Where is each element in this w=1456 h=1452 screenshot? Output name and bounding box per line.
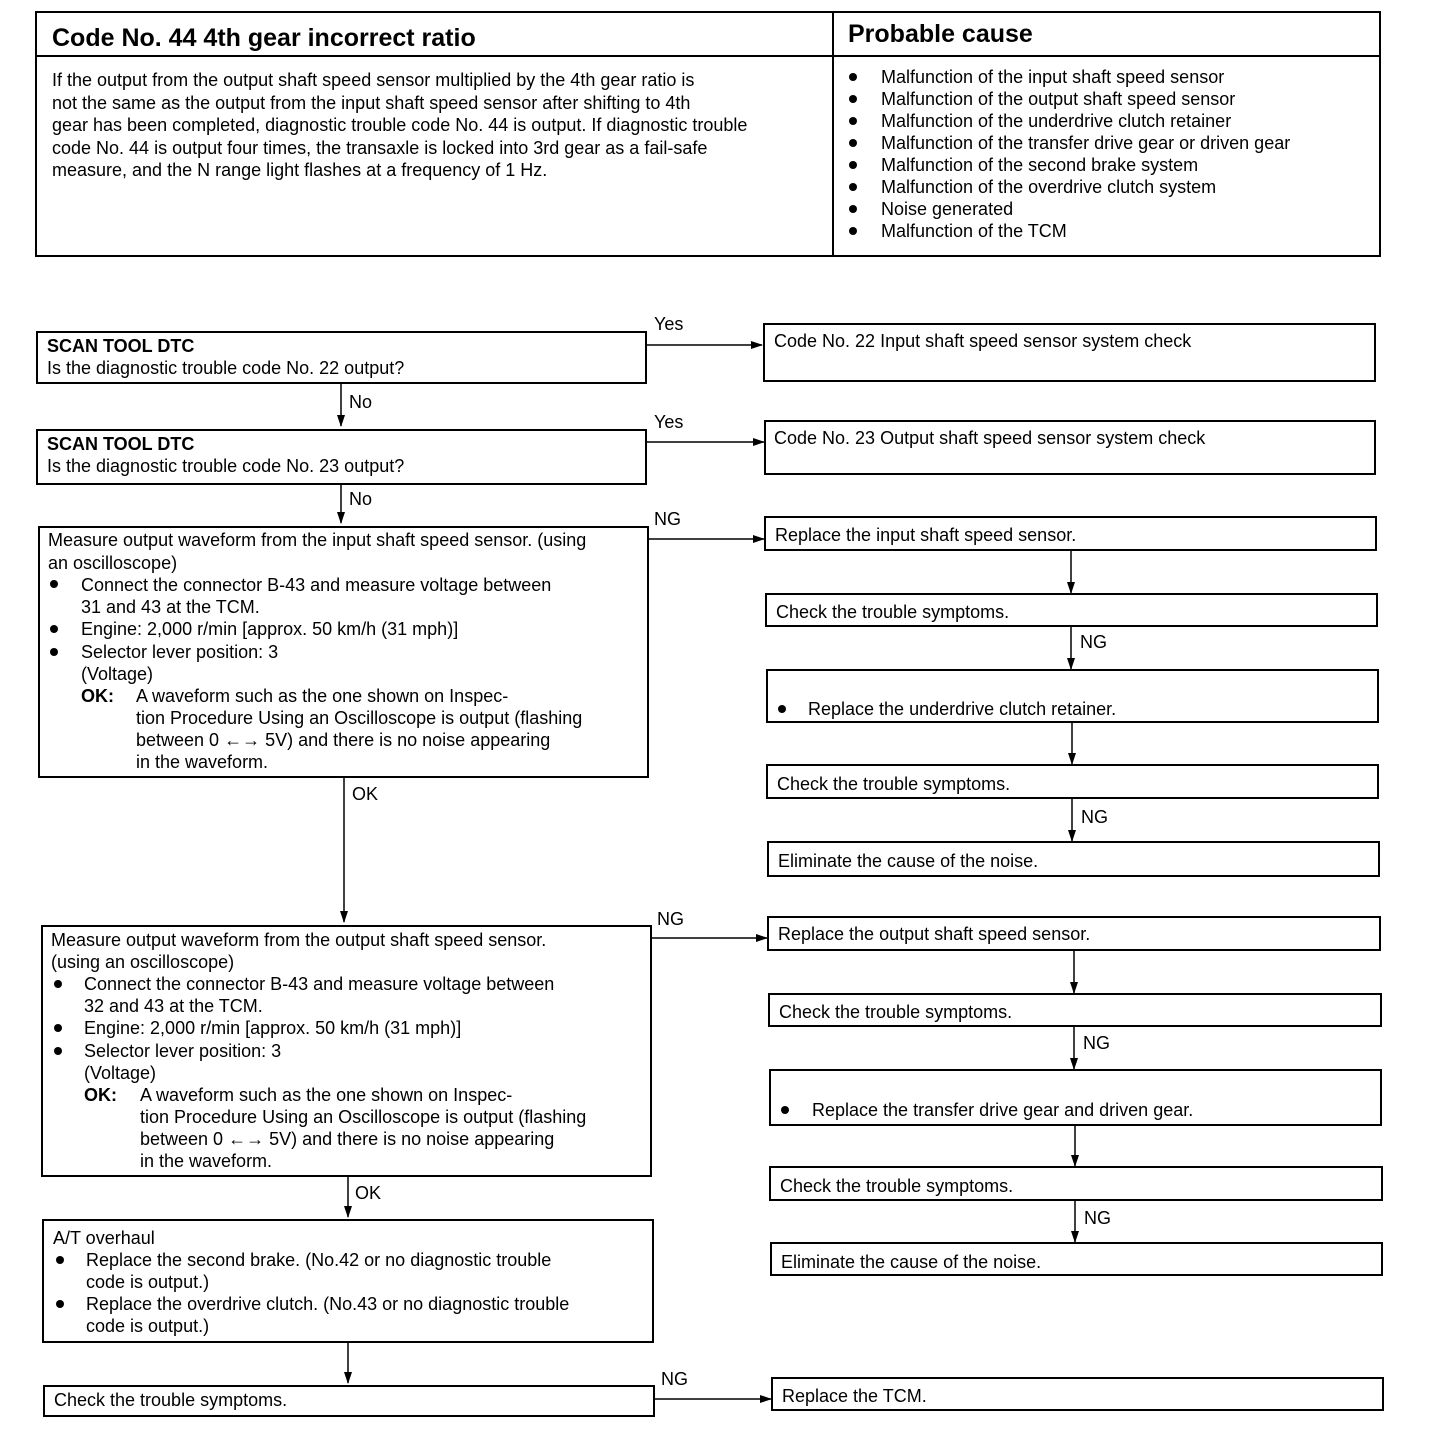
replace-tcm-text: Replace the TCM.: [782, 1386, 927, 1406]
output-measure-ok4: in the waveform.: [140, 1151, 273, 1171]
input-measure-ok-label: OK:: [81, 686, 114, 706]
description-line: measure, and the N range light flashes at a frequency of 1 Hz.: [52, 160, 548, 180]
label-no: No: [349, 489, 373, 509]
description-line: gear has been completed, diagnostic trouble code No. 44 is output. If diagnostic trouble: [52, 115, 748, 135]
code-title: Code No. 44 4th gear incorrect ratio: [52, 24, 476, 52]
label-yes: Yes: [654, 412, 684, 432]
description-line: If the output from the output shaft speed sensor multiplied by the 4th gear ratio is: [52, 70, 695, 90]
output-measure-line2: (using an oscilloscope): [51, 952, 235, 972]
label-ng: NG: [1081, 807, 1108, 827]
description-line: not the same as the output from the input shaft speed sensor after shifting to 4th: [52, 92, 691, 113]
output-measure-ok1: A waveform such as the one shown on Inspec-: [140, 1085, 513, 1105]
overhaul-title: A/T overhaul: [53, 1228, 155, 1248]
dtc23-question: Is the diagnostic trouble code No. 23 output?: [47, 456, 405, 476]
bullet-icon: [54, 980, 62, 988]
output-measure-line1: Measure output waveform from the output shaft speed sensor.: [51, 930, 547, 950]
output-measure-voltage: (Voltage): [84, 1063, 157, 1083]
bullet-icon: [54, 1047, 62, 1055]
bullet-icon: [781, 1106, 789, 1114]
replace-transfer-gear-text: Replace the transfer drive gear and driven gear.: [812, 1100, 1194, 1120]
cause-item: Malfunction of the second brake system: [881, 155, 1199, 175]
cause-item: Malfunction of the transfer drive gear or driven gear: [881, 133, 1291, 153]
cause-item: Malfunction of the input shaft speed sensor: [881, 67, 1225, 87]
eliminate-noise-text: Eliminate the cause of the noise.: [781, 1252, 1042, 1272]
check-symptoms-text: Check the trouble symptoms.: [776, 602, 1010, 622]
output-measure-bullet3: Selector lever position: 3: [84, 1041, 282, 1061]
cause-item: Malfunction of the TCM: [881, 221, 1067, 241]
output-measure-ok2: tion Procedure Using an Oscilloscope is output (flashing: [140, 1107, 587, 1127]
label-no: No: [349, 392, 373, 412]
bullet-icon: [778, 705, 786, 713]
dtc22-title: SCAN TOOL DTC: [47, 336, 195, 356]
check-symptoms-text: Check the trouble symptoms.: [780, 1176, 1014, 1196]
bullet-icon: [50, 648, 58, 656]
output-measure-bullet1-cont: 32 and 43 at the TCM.: [84, 996, 263, 1016]
label-ng: NG: [654, 509, 681, 529]
input-measure-line1: Measure output waveform from the input shaft speed sensor. (using: [48, 530, 587, 550]
output-measure-bullet1: Connect the connector B-43 and measure voltage between: [84, 974, 555, 994]
cause-item: Malfunction of the overdrive clutch system: [881, 177, 1217, 197]
replace-underdrive-text: Replace the underdrive clutch retainer.: [808, 699, 1117, 719]
bullet-icon: [50, 625, 58, 633]
label-yes: Yes: [654, 314, 684, 334]
probable-cause-title: Probable cause: [848, 20, 1033, 48]
check-symptoms-text: Check the trouble symptoms.: [779, 1002, 1013, 1022]
cause-item: Noise generated: [881, 199, 1014, 219]
overhaul-bullet1-cont: code is output.): [86, 1272, 210, 1292]
replace-output-sensor-text: Replace the output shaft speed sensor.: [778, 924, 1091, 944]
input-measure-bullet2: Engine: 2,000 r/min [approx. 50 km/h (31 mph)]: [81, 619, 459, 639]
output-measure-ok-label: OK:: [84, 1085, 117, 1105]
cause-item: Malfunction of the underdrive clutch retainer: [881, 111, 1232, 131]
overhaul-bullet1: Replace the second brake. (No.42 or no diagnostic trouble: [86, 1250, 552, 1270]
final-check-text: Check the trouble symptoms.: [54, 1390, 288, 1410]
input-measure-bullet1: Connect the connector B-43 and measure voltage between: [81, 575, 552, 595]
input-measure-ok3: between 0 ←→ 5V) and there is no noise appearing: [136, 730, 551, 750]
overhaul-bullet2: Replace the overdrive clutch. (No.43 or no diagnostic trouble: [86, 1294, 570, 1314]
label-ok: OK: [352, 784, 379, 804]
description-line: code No. 44 is output four times, the transaxle is locked into 3rd gear as a fail-safe: [52, 137, 708, 158]
check-symptoms-text: Check the trouble symptoms.: [777, 774, 1011, 794]
bullet-icon: [56, 1300, 64, 1308]
dtc23-title: SCAN TOOL DTC: [47, 434, 195, 454]
code22-text: Code No. 22 Input shaft speed sensor system check: [774, 331, 1192, 351]
output-measure-ok3: between 0 ←→ 5V) and there is no noise appearing: [140, 1129, 555, 1149]
bullet-icon: [54, 1024, 62, 1032]
input-measure-bullet1-cont: 31 and 43 at the TCM.: [81, 597, 260, 617]
label-ng: NG: [661, 1369, 688, 1389]
label-ng: NG: [1084, 1208, 1111, 1228]
input-measure-line2: an oscilloscope): [48, 553, 178, 573]
bullet-icon: [56, 1256, 64, 1264]
input-measure-bullet3: Selector lever position: 3: [81, 642, 279, 662]
eliminate-noise-text: Eliminate the cause of the noise.: [778, 851, 1039, 871]
input-measure-ok4: in the waveform.: [136, 752, 269, 772]
cause-item: Malfunction of the output shaft speed sensor: [881, 89, 1236, 109]
dtc22-question: Is the diagnostic trouble code No. 22 output?: [47, 358, 405, 378]
code23-text: Code No. 23 Output shaft speed sensor system check: [774, 428, 1206, 448]
output-measure-bullet2: Engine: 2,000 r/min [approx. 50 km/h (31 mph)]: [84, 1018, 462, 1038]
label-ng: NG: [657, 909, 684, 929]
label-ng: NG: [1083, 1033, 1110, 1053]
label-ok: OK: [355, 1183, 382, 1203]
input-measure-ok1: A waveform such as the one shown on Inspec-: [136, 686, 509, 706]
input-measure-voltage: (Voltage): [81, 664, 154, 684]
input-measure-ok2: tion Procedure Using an Oscilloscope is output (flashing: [136, 708, 583, 728]
replace-input-sensor-text: Replace the input shaft speed sensor.: [775, 525, 1077, 545]
bullet-icon: [50, 580, 58, 588]
overhaul-bullet2-cont: code is output.): [86, 1316, 210, 1336]
label-ng: NG: [1080, 632, 1107, 652]
